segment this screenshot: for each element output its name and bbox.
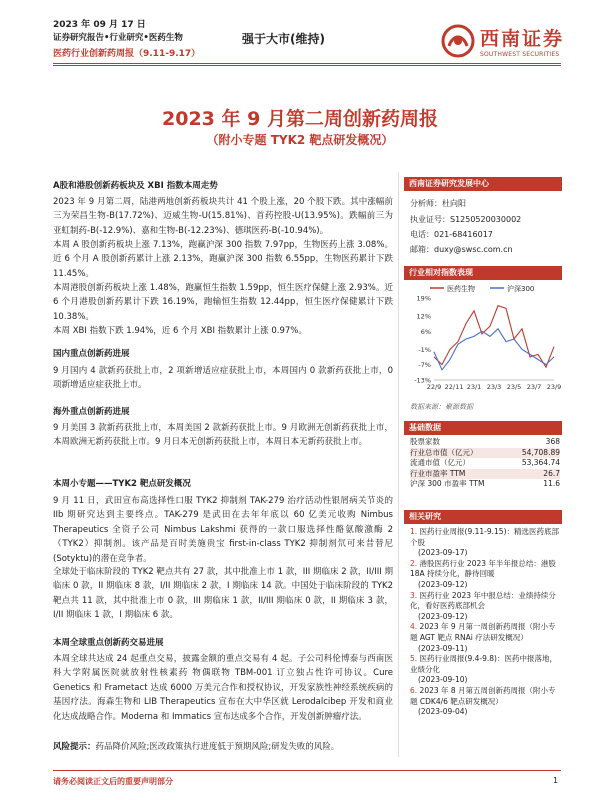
section-heading-deals: 本周全球重点创新药交易进展 xyxy=(53,638,164,648)
x-tick-label: 23/9 xyxy=(546,383,562,391)
related-date: (2023-09-12) xyxy=(418,611,468,621)
basic-data-value: 53,364.74 xyxy=(521,458,560,468)
domestic-paragraph: 9 月国内 4 款新药获批上市，2 项新增适应症获批上市，本周国内 0 款新药获批上市，0 项新增适应症获批上市。 xyxy=(53,366,393,391)
basic-data-row xyxy=(410,479,560,490)
analyst-email[interactable]: 邮箱：duxy@swsc.com.cn xyxy=(410,245,513,254)
related-num: 3. xyxy=(410,590,418,600)
related-text: 港股医药行业 2023 年半年报总结：港股 18A 持续分化，静待回暖 xyxy=(410,558,556,579)
overseas-paragraph: 9 月美国 3 款新药获批上市，本周美国 2 款新药获批上市。9 月欧洲无创新药获批上市，本周欧洲无新药获批上市。9 月日本无创新药获批上市，本周日本无新药获批上市。 xyxy=(53,423,393,448)
report-subcategory: 医药行业创新药周报（9.11-9.17） xyxy=(53,49,201,59)
section-heading-market: A股和港股创新药板块及 XBI 指数本周走势 xyxy=(53,181,218,191)
performance-box-title: 行业相对指数表现 xyxy=(404,266,562,280)
y-tick-label: -13% xyxy=(414,376,431,385)
analyst-license: 执业证号：S1250520030002 xyxy=(410,215,522,224)
related-text: 医药行业 2023 年中报总结：业绩持续分化，看好医药底部机会 xyxy=(410,590,556,611)
legend-label-pharma: 医药生物 xyxy=(447,285,475,293)
related-date: (2023-09-04) xyxy=(418,707,468,717)
market-paragraph-2: 本周 A 股创新药板块上涨 7.13%，跑赢沪深 300 指数 7.97pp，生物医药上涨 3.08%。近 6 个月 A 股创新药累计上涨 2.13%，跑赢沪深 300 指数 6.55pp，生物医药累计下跌 11.45%。 xyxy=(53,240,393,279)
related-research-item[interactable] xyxy=(410,527,562,559)
basic-data-value: 368 xyxy=(545,437,560,446)
topic-paragraph-2: 全球处于临床阶段的 TYK2 靶点共有 27 款，其中批准上市 1 款，III 期临床 2 款，II/III 期临床 0 款，II 期临床 8 款，I/II 期临床 2 款，I 期临床 14 款。中国处于临床阶段的 TYK2 靶点共 11 款，其中批准上市 0 款，III 期临床 1 款，II/III 期临床 0 款，II 期临床 3 款，I/II 期临床 1 款，I 期临床 6 款。 xyxy=(53,567,393,621)
related-num: 6. xyxy=(410,685,418,695)
related-num: 1. xyxy=(410,527,418,536)
market-paragraph-3: 本周港股创新药板块上涨 1.48%，跑赢恒生指数 1.59pp，恒生医疗保健上涨 2.93%。近 6 个月港股创新药累计下跌 16.19%，跑输恒生指数 12.44pp，恒生医疗保健累计下跌 10.38%。 xyxy=(53,283,393,322)
legend-label-csi300: 沪深300 xyxy=(507,285,535,293)
page-subtitle: （附小专题 TYK2 靶点研发概况） xyxy=(206,133,394,147)
basic-data-label: 流通市值（亿元） xyxy=(410,458,470,468)
basic-data-row xyxy=(410,448,560,459)
related-date: (2023-09-11) xyxy=(418,643,468,653)
analyst-phone: 电话：021-68416017 xyxy=(410,230,493,239)
related-text: 2023 年 9 月第一周创新药周报（附小专题 AGT 靶点 RNAi 疗法研发概况） xyxy=(410,622,556,642)
column-divider xyxy=(398,172,399,757)
section-heading-domestic: 国内重点创新药进展 xyxy=(53,349,130,359)
risk-text: 药品降价风险;医改政策执行进度低于预期风险;研发失败的风险。 xyxy=(95,742,340,752)
y-tick-label: 6% xyxy=(420,327,431,336)
related-num: 4. xyxy=(410,622,418,632)
market-paragraph-4: 本周 XBI 指数下跌 1.94%，近 6 个月 XBI 指数累计上涨 0.97%。 xyxy=(53,326,307,336)
x-tick-label: 22/11 xyxy=(444,383,464,391)
series-line-csi300 xyxy=(434,329,554,370)
y-tick-label: 19% xyxy=(416,294,431,303)
related-research-box-title: 相关研究 xyxy=(404,510,562,524)
logo-name-en: SOUTHWEST SECURITIES xyxy=(480,51,560,58)
related-num: 5. xyxy=(410,654,418,664)
footer-disclaimer: 请务必阅读正文后的重要声明部分 xyxy=(53,777,173,786)
basic-data-value: 11.6 xyxy=(543,479,560,489)
basic-data-box-title: 基础数据 xyxy=(404,421,562,435)
page-title: 2023 年 9 月第二周创新药周报 xyxy=(162,108,438,130)
related-research-list xyxy=(410,527,562,718)
x-tick-label: 23/7 xyxy=(526,383,542,391)
related-num: 2. xyxy=(410,558,418,568)
basic-data-table xyxy=(410,437,560,490)
basic-data-row xyxy=(410,469,560,480)
x-tick-label: 22/9 xyxy=(426,383,442,391)
topic-paragraph-1: 9 月 11 日，武田宣布高选择性口服 TYK2 抑制剂 TAK-279 治疗活动性银屑病关节炎的 IIb 期研究达到主要终点。TAK-279 是武田在去年年底以 60 亿美元收购 Nimbus Therapeutics 全资子公司 Nimbus Lakshmi 获得的一款口服选择性酪氨酸激酶 2（TYK2）抑制剂。该产品是百时美施贵宝 first-in-class TYK2 抑制剂氘可来昔替尼(Sotyktu)的潜在竞争者。 xyxy=(53,496,393,564)
analyst-box-title: 西南证券研究发展中心 xyxy=(404,177,562,191)
related-date: (2023-09-12) xyxy=(418,579,468,589)
report-date: 2023 年 09 月 17 日 xyxy=(53,20,146,30)
basic-data-label: 行业市盈率 TTM xyxy=(410,468,466,478)
header-divider xyxy=(53,63,561,64)
related-date: (2023-09-17) xyxy=(418,548,468,558)
related-text: 医药行业周报(9.11-9.15)：精选医药底部个股 xyxy=(410,527,560,547)
y-tick-label: -7% xyxy=(418,361,431,370)
x-tick-label: 23/1 xyxy=(466,383,482,391)
related-research-item[interactable] xyxy=(410,559,562,591)
risk-note xyxy=(53,740,393,754)
header-divider-secondary xyxy=(53,65,561,66)
footer-divider xyxy=(53,770,561,771)
x-tick-label: 23/5 xyxy=(506,383,522,391)
y-tick-label: -1% xyxy=(418,345,431,354)
southwest-securities-logo-icon xyxy=(441,24,475,58)
related-text: 2023 年 8 月第五周创新药周报（附小专题 CDK4/6 靶点研发概况） xyxy=(410,685,556,706)
deals-paragraph: 本周全球共达成 24 起重点交易，披露金额的重点交易有 4 起。子公司科伦博泰与西南医科大学附属医院就放射性核素药 物偶联物 TBM-001 订立独占性许可协议。Cure Genetics 和 Frametact 达成 6000 万美元合作和授权协议，开发家族性神经系统疾病的基因疗法。海森生物和 LIB Therapeutics 宣布在大中华区就 Lerodalcibep 开发和商业化达成战略合作。Moderna 和 Immatics 宣布达成多个合作，开发创新肿瘤疗法。 xyxy=(53,654,393,722)
related-text: 医药行业周报(9.4-9.8)：医药中报落地，业绩分化 xyxy=(410,654,557,674)
section-heading-overseas: 海外重点创新药进展 xyxy=(53,407,130,417)
market-paragraph-1: 2023 年 9 月第二周，陆港两地创新药板块共计 41 个股上涨，20 个股下跌。其中涨幅前三为荣昌生物-B(17.72%)、迈威生物-U(15.81%)、首药控股-U(13.95%)。跌幅前三为亚虹制药-B(-12.9%)、嘉和生物-B(-12.23%)、德琪医药-B(-10.94%)。 xyxy=(53,197,393,236)
related-research-item[interactable] xyxy=(410,591,562,623)
section-heading-topic: 本周小专题——TYK2 靶点研发概况 xyxy=(53,479,191,489)
basic-data-value: 26.7 xyxy=(543,468,560,478)
basic-data-label: 沪深 300 市盈率 TTM xyxy=(410,479,485,489)
related-research-item[interactable] xyxy=(410,654,562,686)
basic-data-label: 行业总市值（亿元） xyxy=(410,447,478,457)
related-research-item[interactable] xyxy=(410,686,562,718)
performance-chart xyxy=(404,280,562,400)
basic-data-row xyxy=(410,458,560,469)
logo-name-cn: 西南证券 xyxy=(480,28,565,50)
analyst-name: 分析师：杜向阳 xyxy=(410,199,466,208)
y-tick-label: 12% xyxy=(416,312,431,321)
chart-source: 数据来源：聚源数据 xyxy=(410,403,473,411)
report-category: 证券研究报告•行业研究•医药生物 xyxy=(53,33,183,43)
industry-rating: 强于大市(维持) xyxy=(242,32,325,46)
related-date: (2023-09-10) xyxy=(418,675,468,685)
x-tick-label: 23/3 xyxy=(486,383,502,391)
basic-data-value: 54,708.89 xyxy=(521,447,560,457)
chart-legend xyxy=(430,284,534,293)
basic-data-label: 股票家数 xyxy=(410,437,440,446)
risk-label: 风险提示： xyxy=(53,742,96,752)
page-number: 1 xyxy=(553,776,559,785)
basic-data-row xyxy=(410,437,560,448)
related-research-item[interactable] xyxy=(410,622,562,654)
